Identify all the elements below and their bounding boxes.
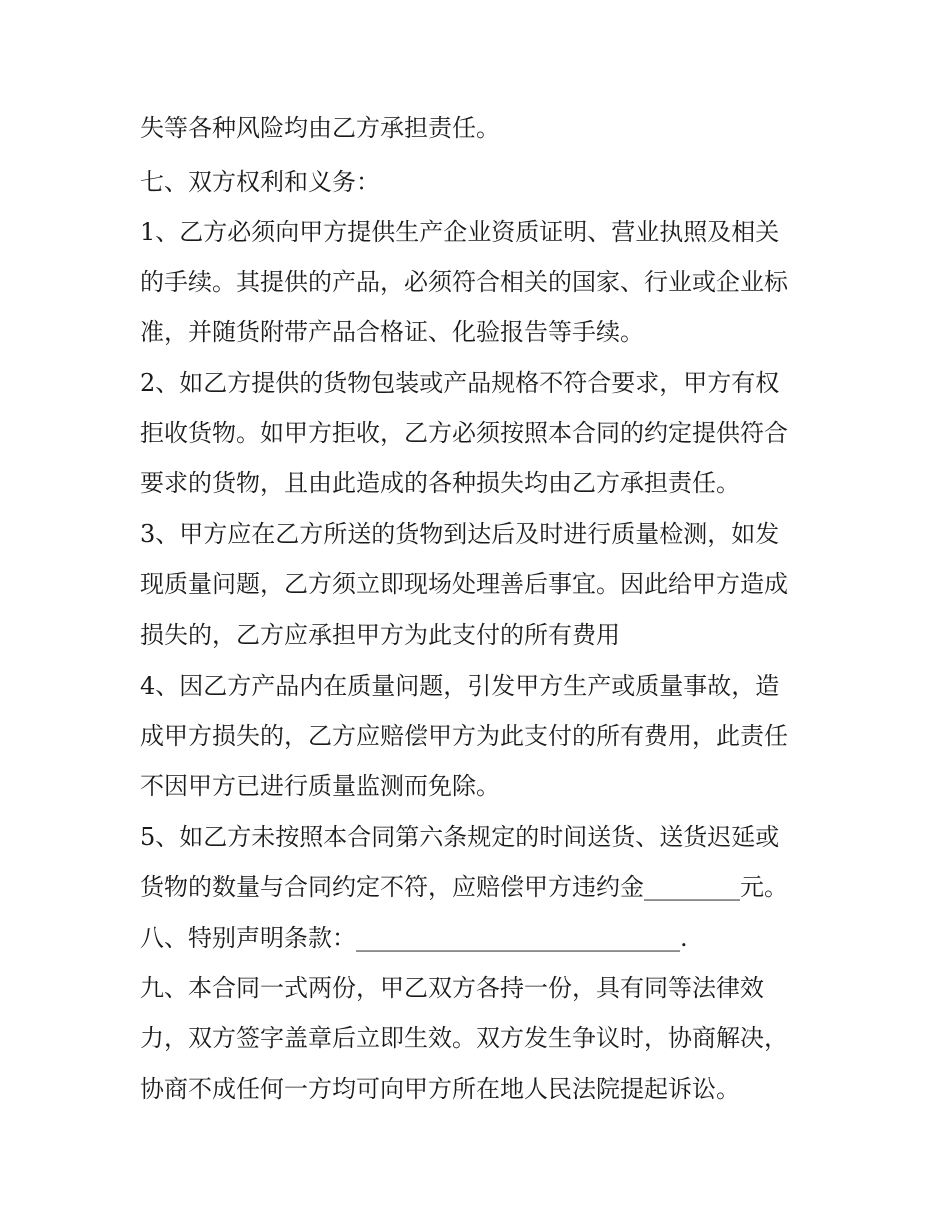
section-heading-7: 七、双方权利和义务：: [140, 168, 380, 196]
text-line: 4、因乙方产品内在质量问题，引发甲方生产或质量事故，造: [140, 672, 780, 700]
text-line: 不因甲方已进行质量监测而免除。: [140, 772, 500, 800]
text-line: 协商不成任何一方均可向甲方所在地人民法院提起诉讼。: [140, 1075, 740, 1103]
section-heading-8: 八、特别声明条款：___________________________.: [140, 924, 688, 952]
text-line: 货物的数量与合同约定不符，应赔偿甲方违约金________元。: [140, 873, 788, 901]
text-line: 准，并随货附带产品合格证、化验报告等手续。: [140, 318, 644, 346]
text-line: 5、如乙方未按照本合同第六条规定的时间送货、送货迟延或: [140, 823, 780, 851]
text-line: 2、如乙方提供的货物包装或产品规格不符合要求，甲方有权: [140, 369, 780, 397]
text-line: 1、乙方必须向甲方提供生产企业资质证明、营业执照及相关: [140, 218, 780, 246]
text-line: 的手续。其提供的产品，必须符合相关的国家、行业或企业标: [140, 268, 788, 296]
text-line: 成甲方损失的，乙方应赔偿甲方为此支付的所有费用，此责任: [140, 722, 788, 750]
section-heading-9: 九、本合同一式两份，甲乙双方各持一份，具有同等法律效: [140, 974, 764, 1002]
text-line: 力，双方签字盖章后立即生效。双方发生争议时，协商解决，: [140, 1024, 788, 1052]
text-line: 现质量问题，乙方须立即现场处理善后事宜。因此给甲方造成: [140, 570, 788, 598]
text-line: 3、甲方应在乙方所送的货物到达后及时进行质量检测，如发: [140, 520, 780, 548]
text-line: 拒收货物。如甲方拒收，乙方必须按照本合同的约定提供符合: [140, 419, 788, 447]
text-line: 要求的货物，且由此造成的各种损失均由乙方承担责任。: [140, 469, 740, 497]
text-line: 失等各种风险均由乙方承担责任。: [140, 114, 500, 142]
text-line: 损失的，乙方应承担甲方为此支付的所有费用: [140, 621, 620, 649]
